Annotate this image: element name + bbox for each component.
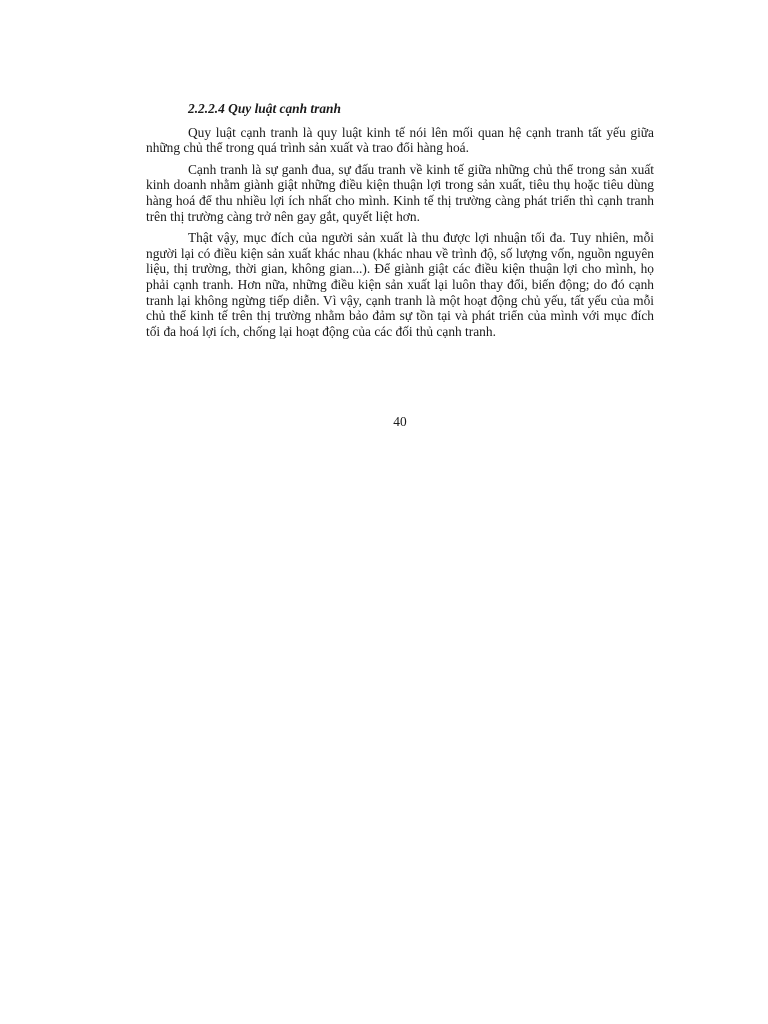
section-heading: 2.2.2.4 Quy luật cạnh tranh bbox=[188, 101, 341, 116]
paragraph-2: Cạnh tranh là sự ganh đua, sự đấu tranh về kinh tế giữa những chủ thể trong sản xuất kinh doanh nhằm giành giật những điều kiện thuận lợi trong sản xuất, tiêu thụ hoặc tiêu dùng hàng hoá để thu nhiều lợi ích nhất cho mình. Kinh tế thị trường càng phát triển thì cạnh tranh trên thị trường càng trở nên gay gắt, quyết liệt hơn. bbox=[146, 161, 654, 224]
page-content bbox=[146, 101, 654, 345]
page-number: 40 bbox=[393, 414, 407, 429]
paragraph-3: Thật vậy, mục đích của người sản xuất là thu được lợi nhuận tối đa. Tuy nhiên, mỗi người lại có điều kiện sản xuất khác nhau (khác nhau về trình độ, số lượng vốn, nguồn nguyên liệu, thị trường, thời gian, không gian...). Để giành giật các điều kiện thuận lợi cho mình, họ phải cạnh tranh. Hơn nữa, những điều kiện sản xuất lại luôn thay đổi, biến động; do đó cạnh tranh lại không ngừng tiếp diễn. Vì vậy, cạnh tranh là một hoạt động chủ yếu, tất yếu của mỗi chủ thể kinh tế trên thị trường nhằm bảo đảm sự tồn tại và phát triển của mình với mục đích tối đa hoá lợi ích, chống lại hoạt động của các đối thủ cạnh tranh. bbox=[146, 230, 654, 339]
paragraph-1: Quy luật cạnh tranh là quy luật kinh tế nói lên mối quan hệ cạnh tranh tất yếu giữa những chủ thể trong quá trình sản xuất và trao đổi hàng hoá. bbox=[146, 124, 654, 156]
